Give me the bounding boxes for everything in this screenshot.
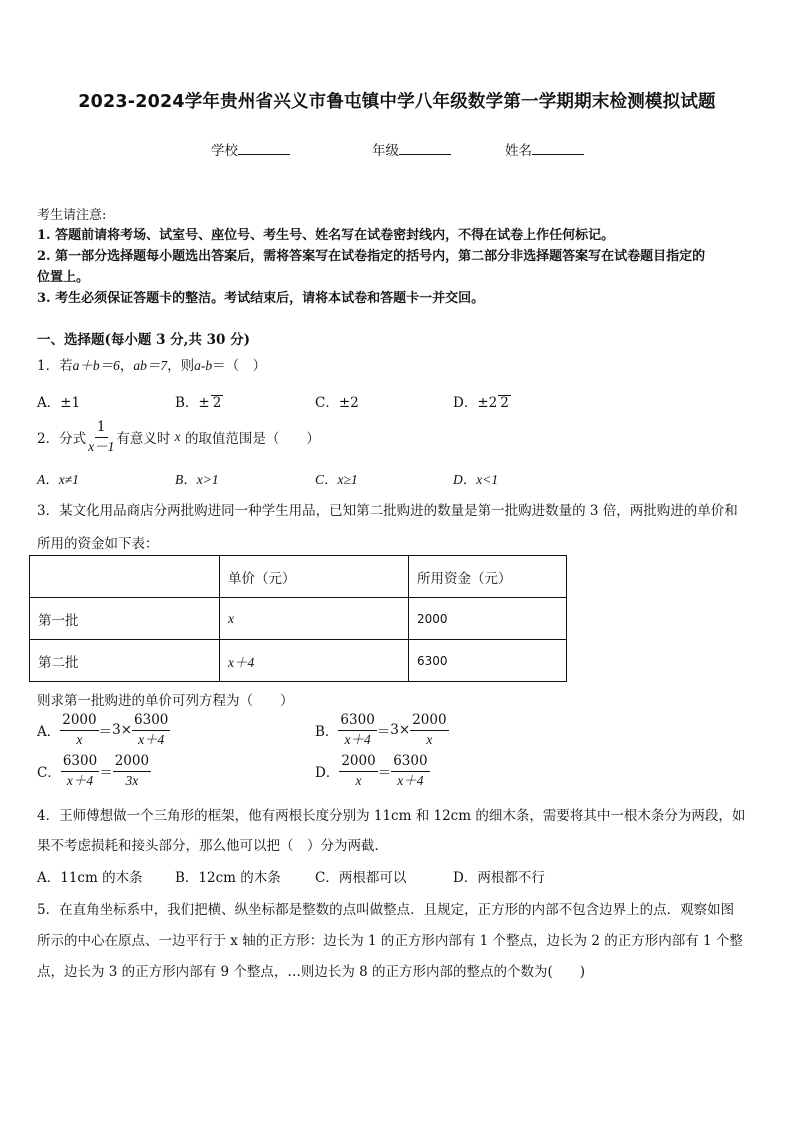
q3-option-d[interactable]: D． $\frac{2000}{x}$ ＝ $\frac{6300}{x+4}$ [315, 753, 428, 788]
table-cell: 第二批 [30, 640, 220, 682]
q1-option-b[interactable]: B．± 2 [175, 395, 222, 411]
page-title: 2023-2024学年贵州省兴义市鲁屯镇中学八年级数学第一学期期末检测模拟试题 [78, 92, 716, 112]
q4-option-b[interactable]: B．12cm 的木条 [175, 870, 281, 886]
q4-option-a[interactable]: A．11cm 的木条 [37, 870, 143, 886]
table-cell: 单价（元） [220, 556, 409, 598]
question-3-line: 3．某文化用品商店分两批购进同一种学生用品，已知第二批购进的数量是第一批购进数量的 3 倍，两批购进的单价和 [37, 503, 738, 519]
question-5-line: 点，边长为 3 的正方形内部有 9 个整点，…则边长为 8 的正方形内部的整点的个数为( ) [37, 964, 586, 980]
question-5-line: 5．在直角坐标系中，我们把横、纵坐标都是整数的点叫做整点．且规定，正方形的内部不包含边界上的点．观察如图 [37, 902, 735, 918]
q1-option-d[interactable]: D．±2 2 [453, 395, 509, 411]
notice-heading: 考生请注意: [37, 208, 107, 223]
q3-option-a[interactable]: A． $\frac{2000}{x}$ ＝ 3× $\frac{6300}{x+4}$ [37, 712, 169, 747]
question-1: 1．若a＋b＝6，ab＝7，则a-b＝（ ） [37, 358, 267, 374]
notice-item: 3. 考生必须保证答题卡的整洁。考试结束后，请将本试卷和答题卡一并交回。 [37, 291, 485, 306]
sqrt-icon: 2 [212, 395, 222, 411]
table-cell: x＋4 [220, 640, 409, 682]
table-cell [30, 556, 220, 598]
name-label: 姓名 [505, 143, 532, 159]
notice-item: 2. 第一部分选择题每小题选出答案后，需将答案写在试卷指定的括号内，第二部分非选择题答案写在试卷题目指定的 [37, 249, 706, 264]
table-row [30, 598, 567, 640]
grade-field[interactable] [372, 139, 451, 159]
grade-label: 年级 [372, 143, 399, 159]
table-cell: 所用资金（元） [409, 556, 567, 598]
table-cell: 2000 [409, 598, 567, 640]
notice-item: 1. 答题前请将考场、试室号、座位号、考生号、姓名写在试卷密封线内，不得在试卷上作任何标记。 [37, 228, 615, 243]
q3-option-b[interactable]: B． $\frac{6300}{x+4}$ ＝ 3× $\frac{2000}{x}$ [315, 712, 447, 747]
question-3-line: 所用的资金如下表： [37, 536, 159, 552]
school-label: 学校 [211, 143, 238, 159]
q4-option-c[interactable]: C．两根都可以 [315, 870, 407, 886]
sqrt-icon: 2 [500, 395, 509, 411]
table-row [30, 640, 567, 682]
q2-option-b[interactable]: B．x>1 [175, 472, 219, 487]
table-cell: x [220, 598, 409, 640]
q4-option-d[interactable]: D．两根都不行 [453, 870, 545, 886]
q2-option-c[interactable]: C．x≥1 [315, 472, 358, 487]
q2-option-d[interactable]: D．x<1 [453, 472, 499, 487]
table-header-row [30, 556, 567, 598]
q1-option-a[interactable]: A．±1 [37, 395, 81, 411]
q1-option-c[interactable]: C．±2 [315, 395, 359, 411]
name-field[interactable] [505, 139, 584, 159]
question-4-line: 果不考虑损耗和接头部分，那么他可以把（ ）分为两截． [37, 838, 388, 854]
q2-option-a[interactable]: A．x≠1 [37, 472, 79, 487]
q3-option-c[interactable]: C． $\frac{6300}{x+4}$ ＝ $\frac{2000}{3x}$ [37, 753, 150, 788]
table-cell: 6300 [409, 640, 567, 682]
table-cell: 第一批 [30, 598, 220, 640]
question-2: 2．分式 $\frac{1}{x-1}$ 有意义时 x 的取值范围是（ ） [37, 419, 320, 454]
school-field[interactable] [211, 139, 290, 159]
notice-item: 位置上。 [37, 270, 90, 285]
question-3-ask: 则求第一批购进的单价可列方程为（ ） [37, 693, 294, 709]
price-table [29, 555, 567, 682]
fraction: $\frac{1}{x-1}$ [88, 419, 115, 454]
section-heading: 一、选择题(每小题 3 分,共 30 分) [37, 332, 250, 348]
question-5-line: 所示的中心在原点、一边平行于 x 轴的正方形：边长为 1 的正方形内部有 1 个整点，边长为 2 的正方形内部有 1 个整 [37, 933, 743, 949]
question-4-line: 4．王师傅想做一个三角形的框架，他有两根长度分别为 11cm 和 12cm 的细木条，需要将其中一根木条分为两段，如 [37, 808, 746, 824]
